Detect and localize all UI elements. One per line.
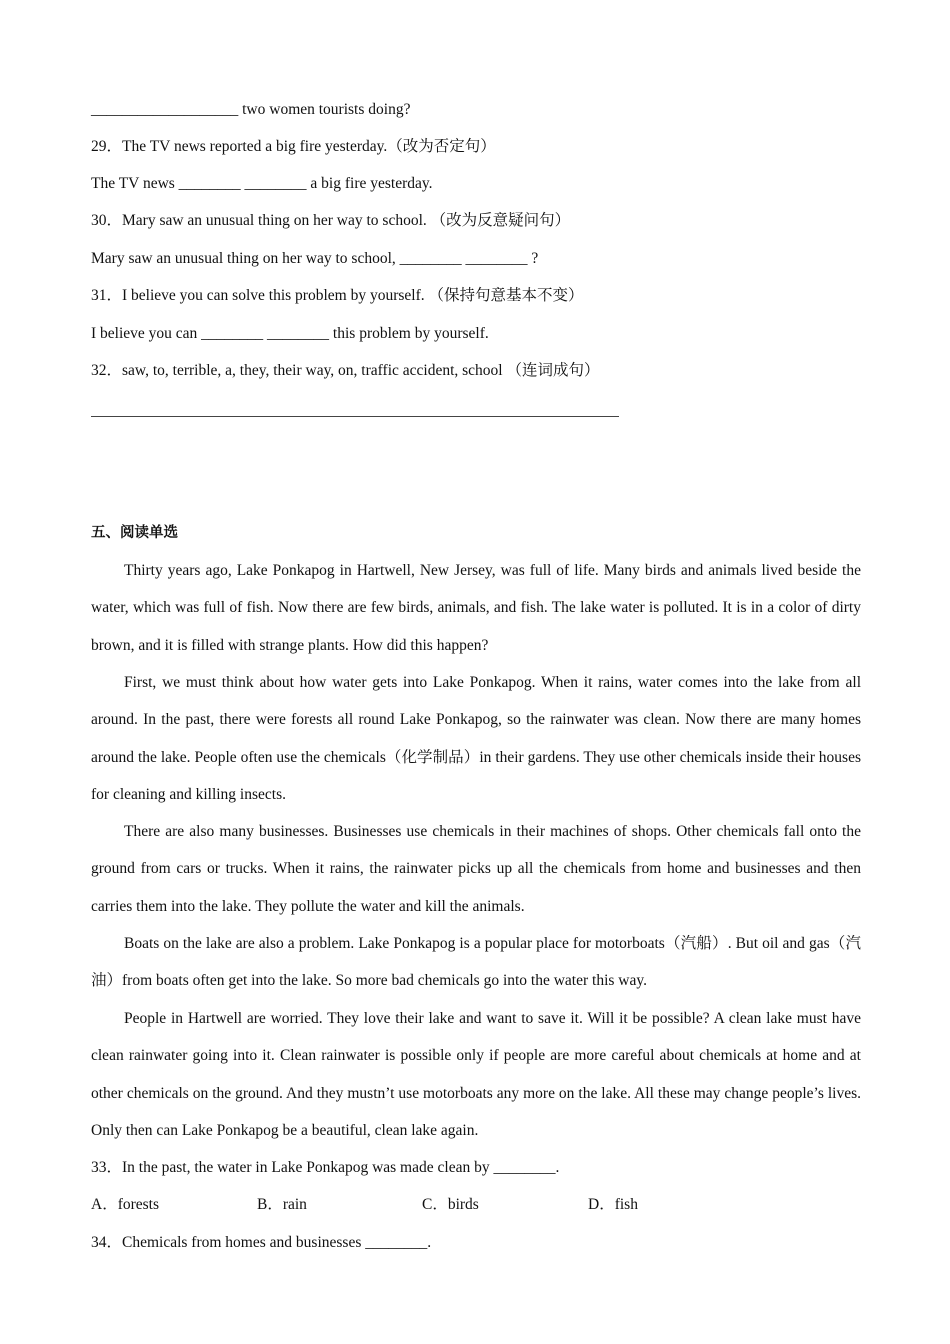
answer-line — [91, 416, 619, 417]
question-34: 34．Chemicals from homes and businesses ________. — [91, 1234, 432, 1251]
question-30-answer: Mary saw an unusual thing on her way to school, ________ ________ ? — [91, 250, 539, 267]
question-31-answer: I believe you can ________ ________ this problem by yourself. — [91, 325, 489, 342]
question-29: 29．The TV news reported a big fire yesterday.（改为否定句） — [91, 138, 496, 155]
passage-paragraph-2: First, we must think about how water gets into Lake Ponkapog. When it rains, water comes into the lake from all around. In the past, there were forests all round Lake Ponkapog, so the rainwater was clean. Now there are many homes around the lake. People often use the chemicals（化学制品）in their gardens. They use other chemicals inside their houses for cleaning and killing insects. — [91, 674, 861, 804]
question-29-answer: The TV news ________ ________ a big fire yesterday. — [91, 175, 433, 192]
section-heading: 五、阅读单选 — [91, 525, 178, 541]
option-c: C．birds — [422, 1196, 479, 1213]
question-31: 31．I believe you can solve this problem by yourself. （保持句意基本不变） — [91, 287, 584, 304]
passage-paragraph-5: People in Hartwell are worried. They love their lake and want to save it. Will it be possible? A clean lake must have clean rainwater going into it. Clean rainwater is possible only if people are more careful about chemicals at home and at other chemicals on the ground. And they mustn’t use motorboats any more on the lake. All these may change people’s lives. Only then can Lake Ponkapog be a beautiful, clean lake again. — [91, 1010, 861, 1140]
option-a: A．forests — [91, 1196, 160, 1213]
question-32: 32．saw, to, terrible, a, they, their way, on, traffic accident, school （连词成句） — [91, 362, 600, 379]
question-30: 30．Mary saw an unusual thing on her way to school. （改为反意疑问句） — [91, 212, 571, 229]
passage-paragraph-3: There are also many businesses. Businesses use chemicals in their machines of shops. Other chemicals fall onto the ground from cars or trucks. When it rains, the rainwater picks up all the chemicals from home and businesses and then carries them into the lake. They pollute the water and kill the animals. — [91, 823, 861, 915]
passage-paragraph-1: Thirty years ago, Lake Ponkapog in Hartwell, New Jersey, was full of life. Many birds and animals lived beside the water, which was full of fish. Now there are few birds, animals, and fish. The lake water is polluted. It is in a color of dirty brown, and it is filled with strange plants. How did this happen? — [91, 562, 861, 654]
option-b: B．rain — [257, 1196, 307, 1213]
question-33: 33．In the past, the water in Lake Ponkapog was made clean by ________. — [91, 1159, 560, 1176]
option-d: D．fish — [588, 1196, 638, 1213]
passage-paragraph-4: Boats on the lake are also a problem. Lake Ponkapog is a popular place for motorboats（汽船）. But oil and gas（汽油）from boats often get into the lake. So more bad chemicals go into the water this way. — [91, 935, 861, 990]
question-28-tail: ___________________ two women tourists doing? — [91, 101, 411, 118]
